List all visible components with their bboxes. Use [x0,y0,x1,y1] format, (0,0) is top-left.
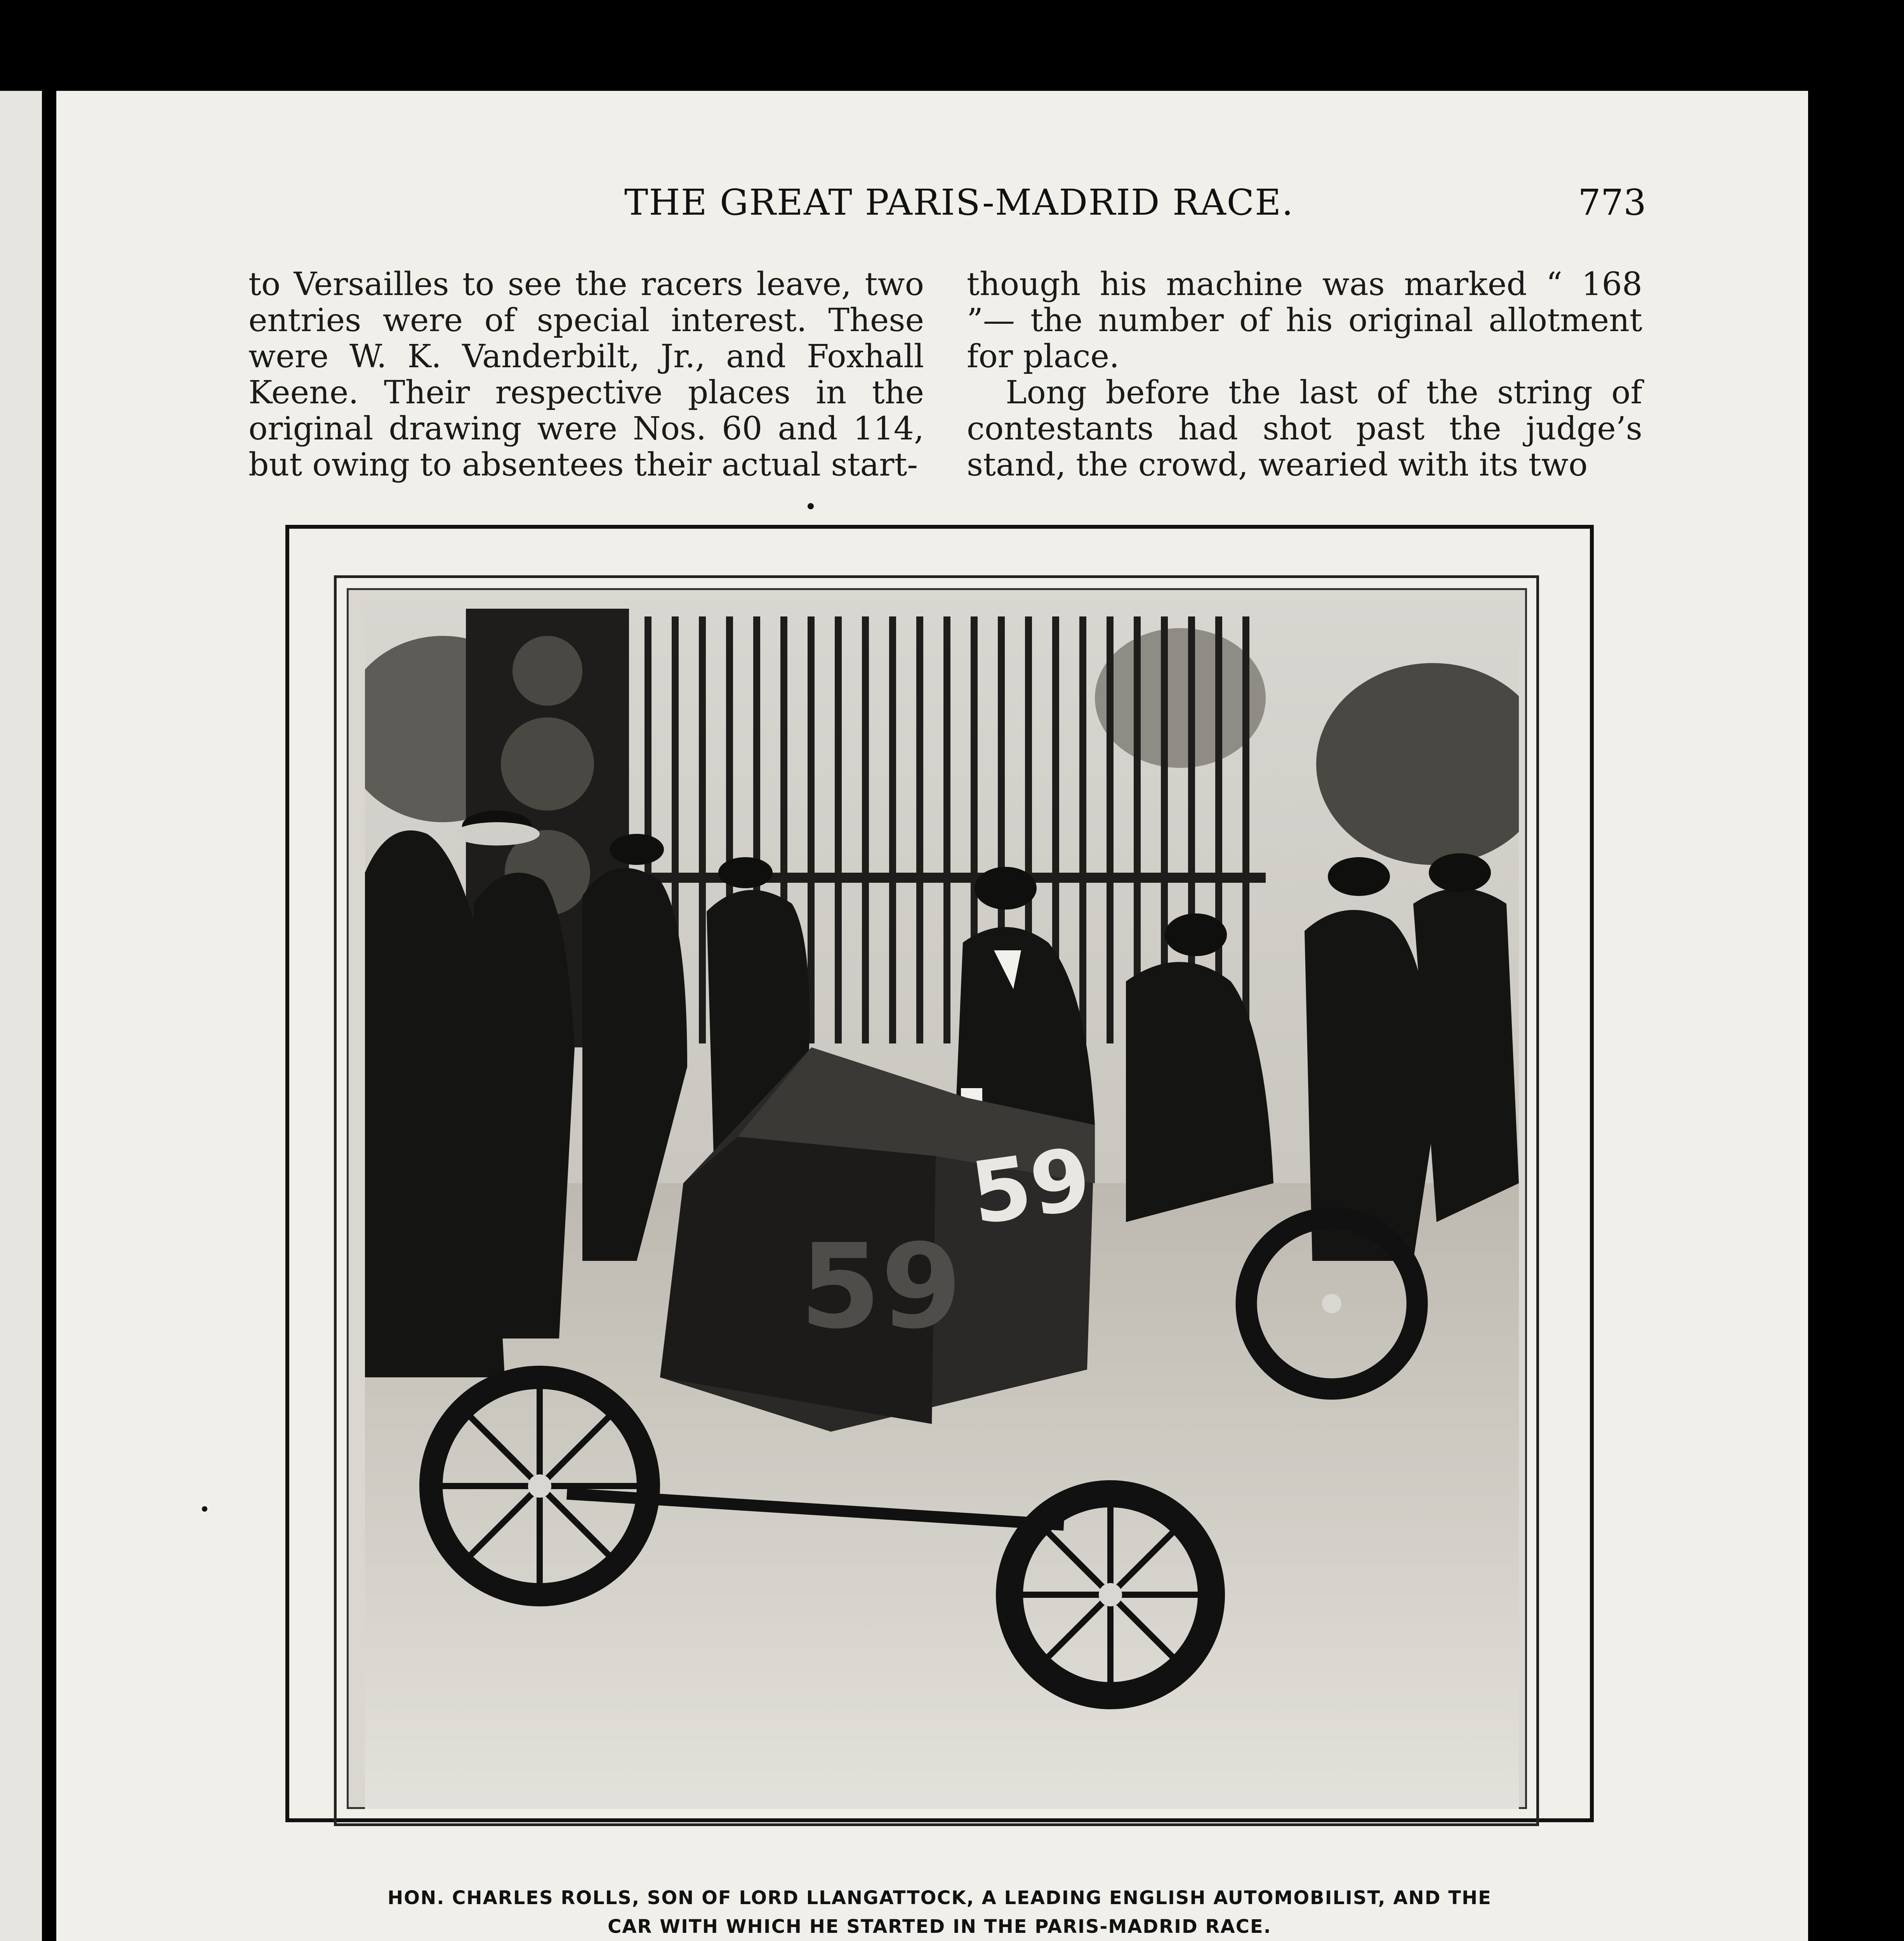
race-car-photograph [365,601,1519,1809]
text-paragraph: though his machine was marked “ 168 ”— the number of his original allotment for place. [967,266,1642,375]
car-number-side: 59 [965,1128,1097,1244]
adjacent-page-edge [0,91,42,1941]
running-header [186,182,1646,236]
page-title: THE GREAT PARIS-MADRID RACE. [624,182,1294,223]
column-top-right [967,266,1642,483]
ink-speck [808,503,814,509]
photo-caption: HON. CHARLES ROLLS, SON OF LORD LLANGATTOCK, A LEADING ENGLISH AUTOMOBILIST, AND THE CAR WITH WHICH HE STARTED IN THE PARIS-MADRID RACE. [387,1887,1492,1938]
ink-speck [202,1506,207,1512]
car-number-front: 59 [800,1219,962,1354]
text-paragraph: Long before the last of the string of contestants had shot past the judge’s stand, the crowd, wearied with its two [967,374,1642,483]
column-top-left [248,266,924,483]
page-number: 773 [1578,182,1646,223]
text-paragraph: to Versailles to see the racers leave, two entries were of special interest. These were W. K. Vanderbilt, Jr., and Foxhall Keene. Their respective places in the original drawing were Nos. 60 and 114, but owing to absentees their actual start- [248,266,924,483]
